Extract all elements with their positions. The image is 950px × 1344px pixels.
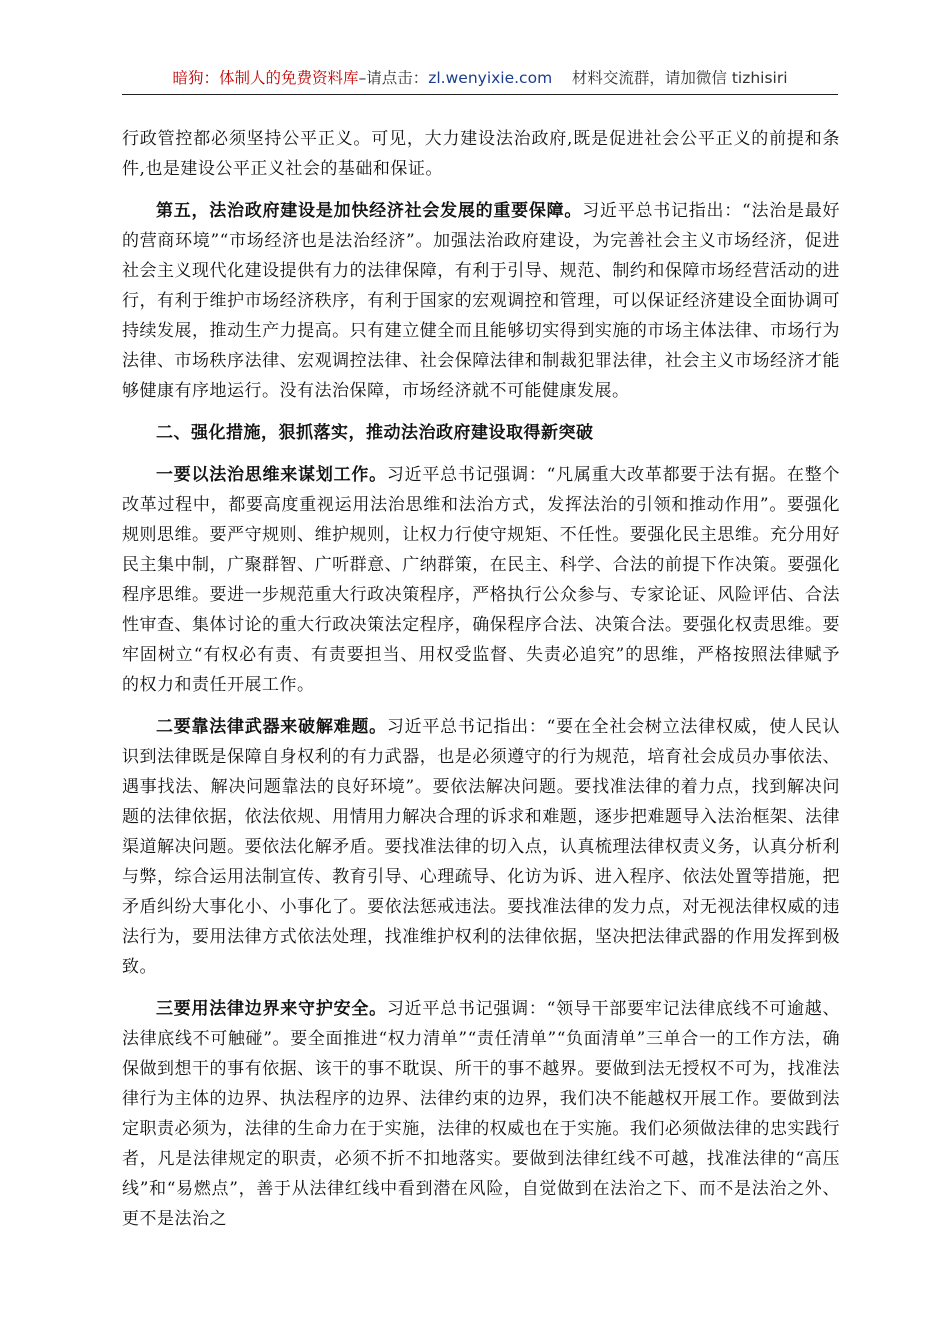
paragraph-measure-three — [122, 994, 840, 1234]
header-url-link[interactable]: zl.wenyixie.com — [428, 69, 553, 87]
paragraph-text: 习近平总书记强调：“凡属重大改革都要于法有据。在整个改革过程中，都要高度重视运用法治思维和法治方式，发挥法治的引领和推动作用”。要强化规则思维。要严守规则、维护规则，让权力行使守规矩、不任性。要强化民主思维。充分用好民主集中制，广聚群智、广听群意、广纳群策，在民主、科学、合法的前提下作决策。要强化程序思维。要进一步规范重大行政决策程序，严格执行公众参与、专家论证、风险评估、合法性审查、集体讨论的重大行政决策法定程序，确保程序合法、决策合法。要强化权责思维。要牢固树立“有权必有责、有责要担当、用权受监督、失责必追究”的思维，严格按照法律赋予的权力和责任开展工作。 — [122, 465, 840, 695]
paragraph-text: 习近平总书记指出：“要在全社会树立法律权威，使人民认识到法律既是保障自身权利的有力武器，也是必须遵守的行为规范，培育社会成员办事依法、遇事找法、解决问题靠法的良好环境”。要依法解决问题。要找准法律的着力点，找到解决问题的法律依据，依法依规、用情用力解决合理的诉求和难题，逐步把难题导入法治框架、法律渠道解决问题。要依法化解矛盾。要找准法律的切入点，认真梳理法律权责义务，认真分析利与弊，综合运用法制宣传、教育引导、心理疏导、化访为诉、进入程序、依法处置等措施，把矛盾纠纷大事化小、小事化了。要依法惩戒违法。要找准法律的发力点，对无视法律权威的违法行为，要用法律方式依法处理，找准维护权利的法律依据，坚决把法律武器的作用发挥到极致。 — [122, 717, 840, 977]
paragraph-measure-one — [122, 460, 840, 700]
paragraph-text: 习近平总书记强调：“领导干部要牢记法律底线不可逾越、法律底线不可触碰”。要全面推进“权力清单”“责任清单”“负面清单”三单合一的工作方法，确保做到想干的事有依据、该干的事不耽误、所干的事不越界。要做到法无授权不可为，找准法律行为主体的边界、执法程序的边界、法律约束的边界，我们决不能越权开展工作。要做到法定职责必须为，法律的生命力在于实施，法律的权威也在于实施。我们必须做法律的忠实践行者，凡是法律规定的职责，必须不折不扣地落实。要做到法律红线不可越，找准法律的“高压线”和“易燃点”，善于从法律红线中看到潜在风险，自觉做到在法治之下、而不是法治之外、更不是法治之 — [122, 999, 840, 1229]
page-header — [122, 66, 838, 95]
paragraph-text: 行政管控都必须坚持公平正义。可见，大力建设法治政府,既是促进社会公平正义的前提和条件,也是建设公平正义社会的基础和保证。 — [122, 129, 840, 179]
paragraph-lead: 一要以法治思维来谋划工作。 — [156, 465, 387, 485]
header-brand: 暗狗：体制人的免费资料库 — [172, 69, 359, 87]
paragraph-continuation — [122, 124, 840, 184]
paragraph-text: 习近平总书记指出：“法治是最好的营商环境”“市场经济也是法治经济”。加强法治政府建设，为完善社会主义市场经济，促进社会主义现代化建设提供有力的法律保障，有利于引导、规范、制约和保障市场经营活动的进行，有利于维护市场经济秩序，有利于国家的宏观调控和管理，可以保证经济建设全面协调可持续发展，推动生产力提高。只有建立健全而且能够切实得到实施的市场主体法律、市场行为法律、市场秩序法律、宏观调控法律、社会保障法律和制裁犯罪法律，社会主义市场经济才能够健康有序地运行。没有法治保障，市场经济就不可能健康发展。 — [122, 201, 840, 401]
section-heading-text: 二、强化措施，狠抓落实，推动法治政府建设取得新突破 — [156, 423, 594, 443]
paragraph-lead: 第五，法治政府建设是加快经济社会发展的重要保障。 — [156, 201, 583, 221]
document-body — [122, 124, 840, 1246]
header-group-note: 材料交流群，请加微信 tizhisiri — [571, 69, 788, 87]
section-heading — [122, 418, 840, 448]
paragraph-point-five — [122, 196, 840, 406]
header-click-prompt: –请点击： — [358, 69, 429, 87]
paragraph-measure-two — [122, 712, 840, 982]
paragraph-lead: 二要靠法律武器来破解难题。 — [156, 717, 387, 737]
paragraph-lead: 三要用法律边界来守护安全。 — [156, 999, 387, 1019]
